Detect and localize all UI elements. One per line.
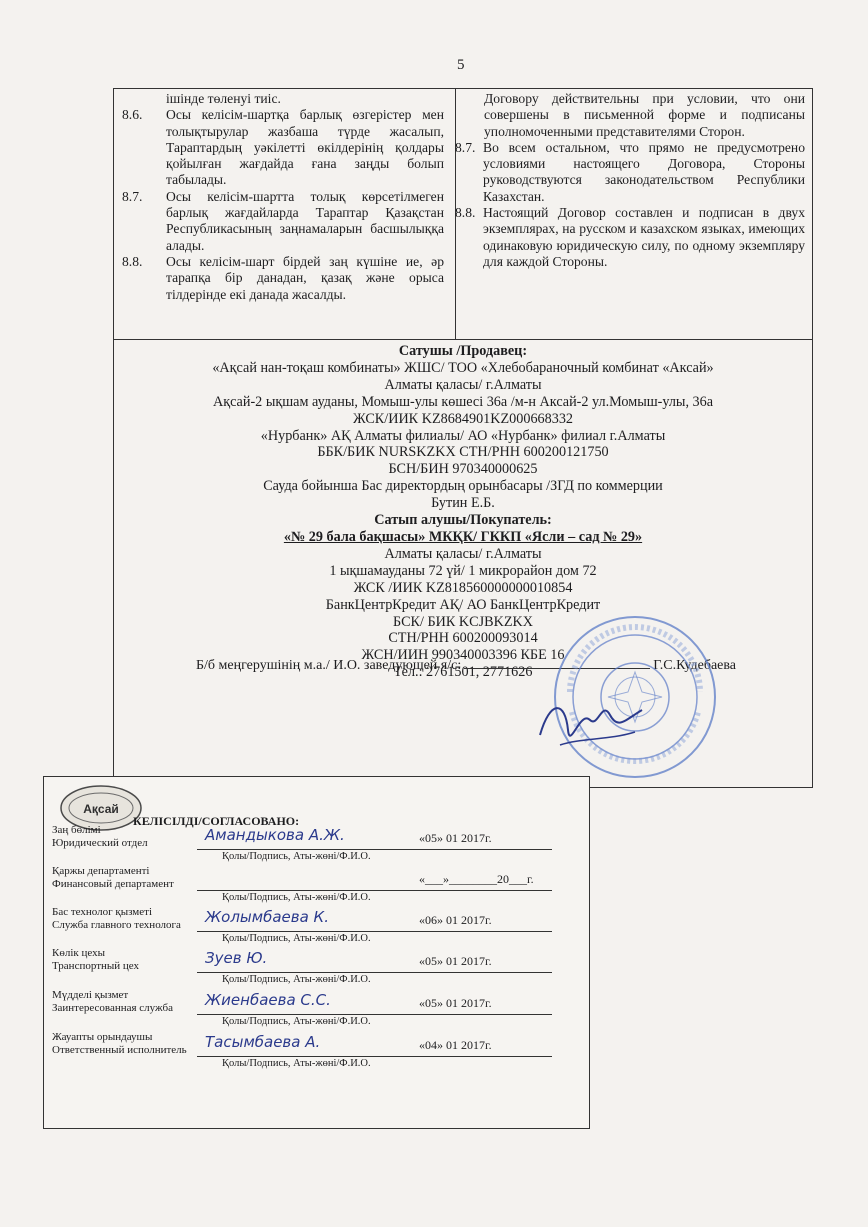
approval-date: «05» 01 2017г. — [419, 996, 492, 1010]
approval-title: КЕЛІСІЛДІ/СОГЛАСОВАНО: — [133, 814, 300, 828]
logo-text: Ақсай — [83, 802, 119, 816]
approval-date: «04» 01 2017г. — [419, 1038, 492, 1052]
approval-date: «05» 01 2017г. — [419, 954, 492, 968]
clause-text: Настоящий Договор составлен и подписан в двух экземплярах, на русском и казахском языках, имеющих одинаковую юридическую силу, по одному экземпляру для каждой Стороны. — [483, 205, 805, 269]
continuation-text-ru: Договору действительны при условии, что они совершены в письменной форме и подписаны уполномоченными представителями Сторон. — [484, 91, 805, 139]
clause-number: 8.8. — [122, 253, 143, 269]
signature-line — [197, 908, 552, 932]
handwritten-signature: Жолымбаева К. — [205, 908, 329, 926]
buyer-line: Алматы қаласы/ г.Алматы — [384, 545, 542, 562]
dept-label-kz: Көлік цехы — [52, 947, 105, 959]
dept-label-kz: Қаржы департаменті — [52, 865, 150, 877]
seller-heading: Сатушы /Продавец: — [398, 343, 528, 359]
head-signature-label: Б/б меңгерушінің м.а./ И.О. заведующей я/с: — [196, 658, 462, 673]
dept-label-kz: Бас технолог қызметі — [52, 906, 152, 918]
clause-text: Осы келісім-шартта толық көрсетілмеген барлық жағдайларда Тараптар Қазақстан Республикасының заңнамаларын басшылыққа алады. — [166, 188, 444, 253]
continuation-text-kz: ішінде төленуі тиіс. — [166, 91, 281, 106]
approval-row-finance — [52, 865, 587, 903]
approval-date: «06» 01 2017г. — [419, 913, 492, 927]
clause-number: 8.8. — [455, 205, 476, 221]
signature-caption: Қолы/Подпись, Аты-жөні/Ф.И.О. — [222, 974, 371, 985]
approval-row-executor — [52, 1031, 587, 1069]
clause-ru-8-7 — [455, 140, 805, 205]
dept-label-ru: Заинтересованная служба — [52, 1001, 173, 1014]
dept-label-ru: Финансовый департамент — [52, 877, 174, 890]
clause-text: Осы келісім-шарт бірдей заң күшіне ие, әр тарапқа бір данадан, қазақ және орыса тілдерінде екі данада жасалды. — [166, 253, 444, 302]
signature-caption: Қолы/Подпись, Аты-жөні/Ф.И.О. — [222, 933, 371, 944]
signature-line — [197, 949, 552, 973]
russian-column — [455, 91, 805, 270]
approval-row-legal — [52, 824, 587, 862]
signature-line — [197, 826, 552, 850]
dept-label-ru: Служба главного технолога — [52, 918, 181, 931]
seller-line: ББК/БИК NURSKZKX СТН/РНН 600200121750 — [317, 444, 609, 461]
seller-line: Ақсай-2 ықшам ауданы, Момыш-улы көшесі 36а /м-н Аксай-2 ул.Момыш-улы, 36а — [212, 393, 714, 410]
head-signature-icon — [530, 690, 650, 760]
seller-line: «Ақсай нан-тоқаш комбинаты» ЖШС/ ТОО «Хлебобараночный комбинат «Аксай» — [212, 359, 714, 376]
clause-kz-8-7 — [122, 189, 444, 254]
approval-date: «05» 01 2017г. — [419, 831, 492, 845]
signature-caption: Қолы/Подпись, Аты-жөні/Ф.И.О. — [222, 1016, 371, 1027]
handwritten-signature: Амандыкова А.Ж. — [205, 826, 345, 844]
approval-row-interested — [52, 989, 587, 1027]
seller-line: Бутин Е.Б. — [431, 495, 495, 512]
seller-line: «Нурбанк» АҚ Алматы филиалы/ АО «Нурбанк» филиал г.Алматы — [260, 427, 666, 444]
seller-line: Алматы қаласы/ г.Алматы — [384, 376, 542, 393]
approval-row-transport — [52, 947, 587, 985]
approval-date: «___»________20___г. — [419, 872, 534, 886]
clause-kz-8-6 — [122, 107, 444, 188]
handwritten-signature: Жиенбаева С.С. — [205, 991, 331, 1009]
dept-label-kz: Мүдделі қызмет — [52, 989, 129, 1001]
buyer-line: ЖСН/ИИН 990340003396 КБЕ 16 — [361, 647, 565, 664]
signature-caption: Қолы/Подпись, Аты-жөні/Ф.И.О. — [222, 892, 371, 903]
clause-kz-8-8 — [122, 254, 444, 303]
signature-line — [197, 1033, 552, 1057]
dept-label-kz: Жауапты орындаушы — [52, 1031, 153, 1043]
section-divider — [114, 339, 812, 340]
dept-label-ru: Транспортный цех — [52, 959, 140, 972]
buyer-heading: Сатып алушы/Покупатель: — [374, 512, 552, 529]
approval-box — [43, 776, 590, 1129]
clause-number: 8.7. — [455, 139, 476, 155]
clause-number: 8.6. — [122, 107, 143, 123]
dept-label-ru: Ответственный исполнитель — [52, 1043, 187, 1056]
handwritten-signature: Тасымбаева А. — [205, 1033, 321, 1051]
buyer-line: 1 ықшамауданы 72 үй/ 1 микрорайон дом 72 — [329, 562, 597, 579]
clause-text: Во всем остальном, что прямо не предусмотрено условиями настоящего Договора, Стороны руководствуются законодательством Республики Казахстан. — [483, 139, 805, 204]
approval-row-technologist — [52, 906, 587, 944]
clause-text: Осы келісім-шартқа барлық өзгерістер мен толықтырулар жазбаша түрде жасалып, Тараптардың уәкілетті өкілдерінің қолдары қойылған жағдайда ғана заңды болып табылады. — [166, 107, 444, 188]
page-number: 5 — [457, 57, 465, 73]
buyer-line: ЖСК /ИИК KZ818560000000010854 — [353, 579, 573, 596]
handwritten-signature: Зуев Ю. — [205, 949, 268, 967]
buyer-line: Тел.: 2761501, 2771626 — [393, 664, 533, 681]
clause-ru-8-8 — [455, 205, 805, 270]
buyer-line: СТН/РНН 600200093014 — [388, 630, 538, 647]
clause-number: 8.7. — [122, 188, 143, 204]
buyer-line: БСК/ БИК KCJBKZKX — [393, 613, 533, 630]
signature-line — [197, 991, 552, 1015]
dept-label-kz: Заң бөлімі — [52, 824, 101, 836]
head-signature-name: Г.С.Кудебаева — [653, 658, 737, 673]
signature-caption: Қолы/Подпись, Аты-жөні/Ф.И.О. — [222, 851, 371, 862]
buyer-name: «№ 29 бала бақшасы» МКҚК/ ГККП «Ясли – сад № 29» — [283, 528, 643, 545]
seller-line: Сауда бойынша Бас директордың орынбасары /ЗГД по коммерции — [263, 478, 663, 495]
dept-label-ru: Юридический отдел — [52, 836, 148, 849]
buyer-line: БанкЦентрКредит АҚ/ АО БанкЦентрКредит — [325, 596, 601, 613]
kazakh-column — [122, 91, 444, 303]
seller-line: БСН/БИН 970340000625 — [388, 461, 538, 478]
signature-caption: Қолы/Подпись, Аты-жөні/Ф.И.О. — [222, 1058, 371, 1069]
seller-line: ЖСК/ИИК KZ8684901KZ000668332 — [352, 410, 574, 427]
